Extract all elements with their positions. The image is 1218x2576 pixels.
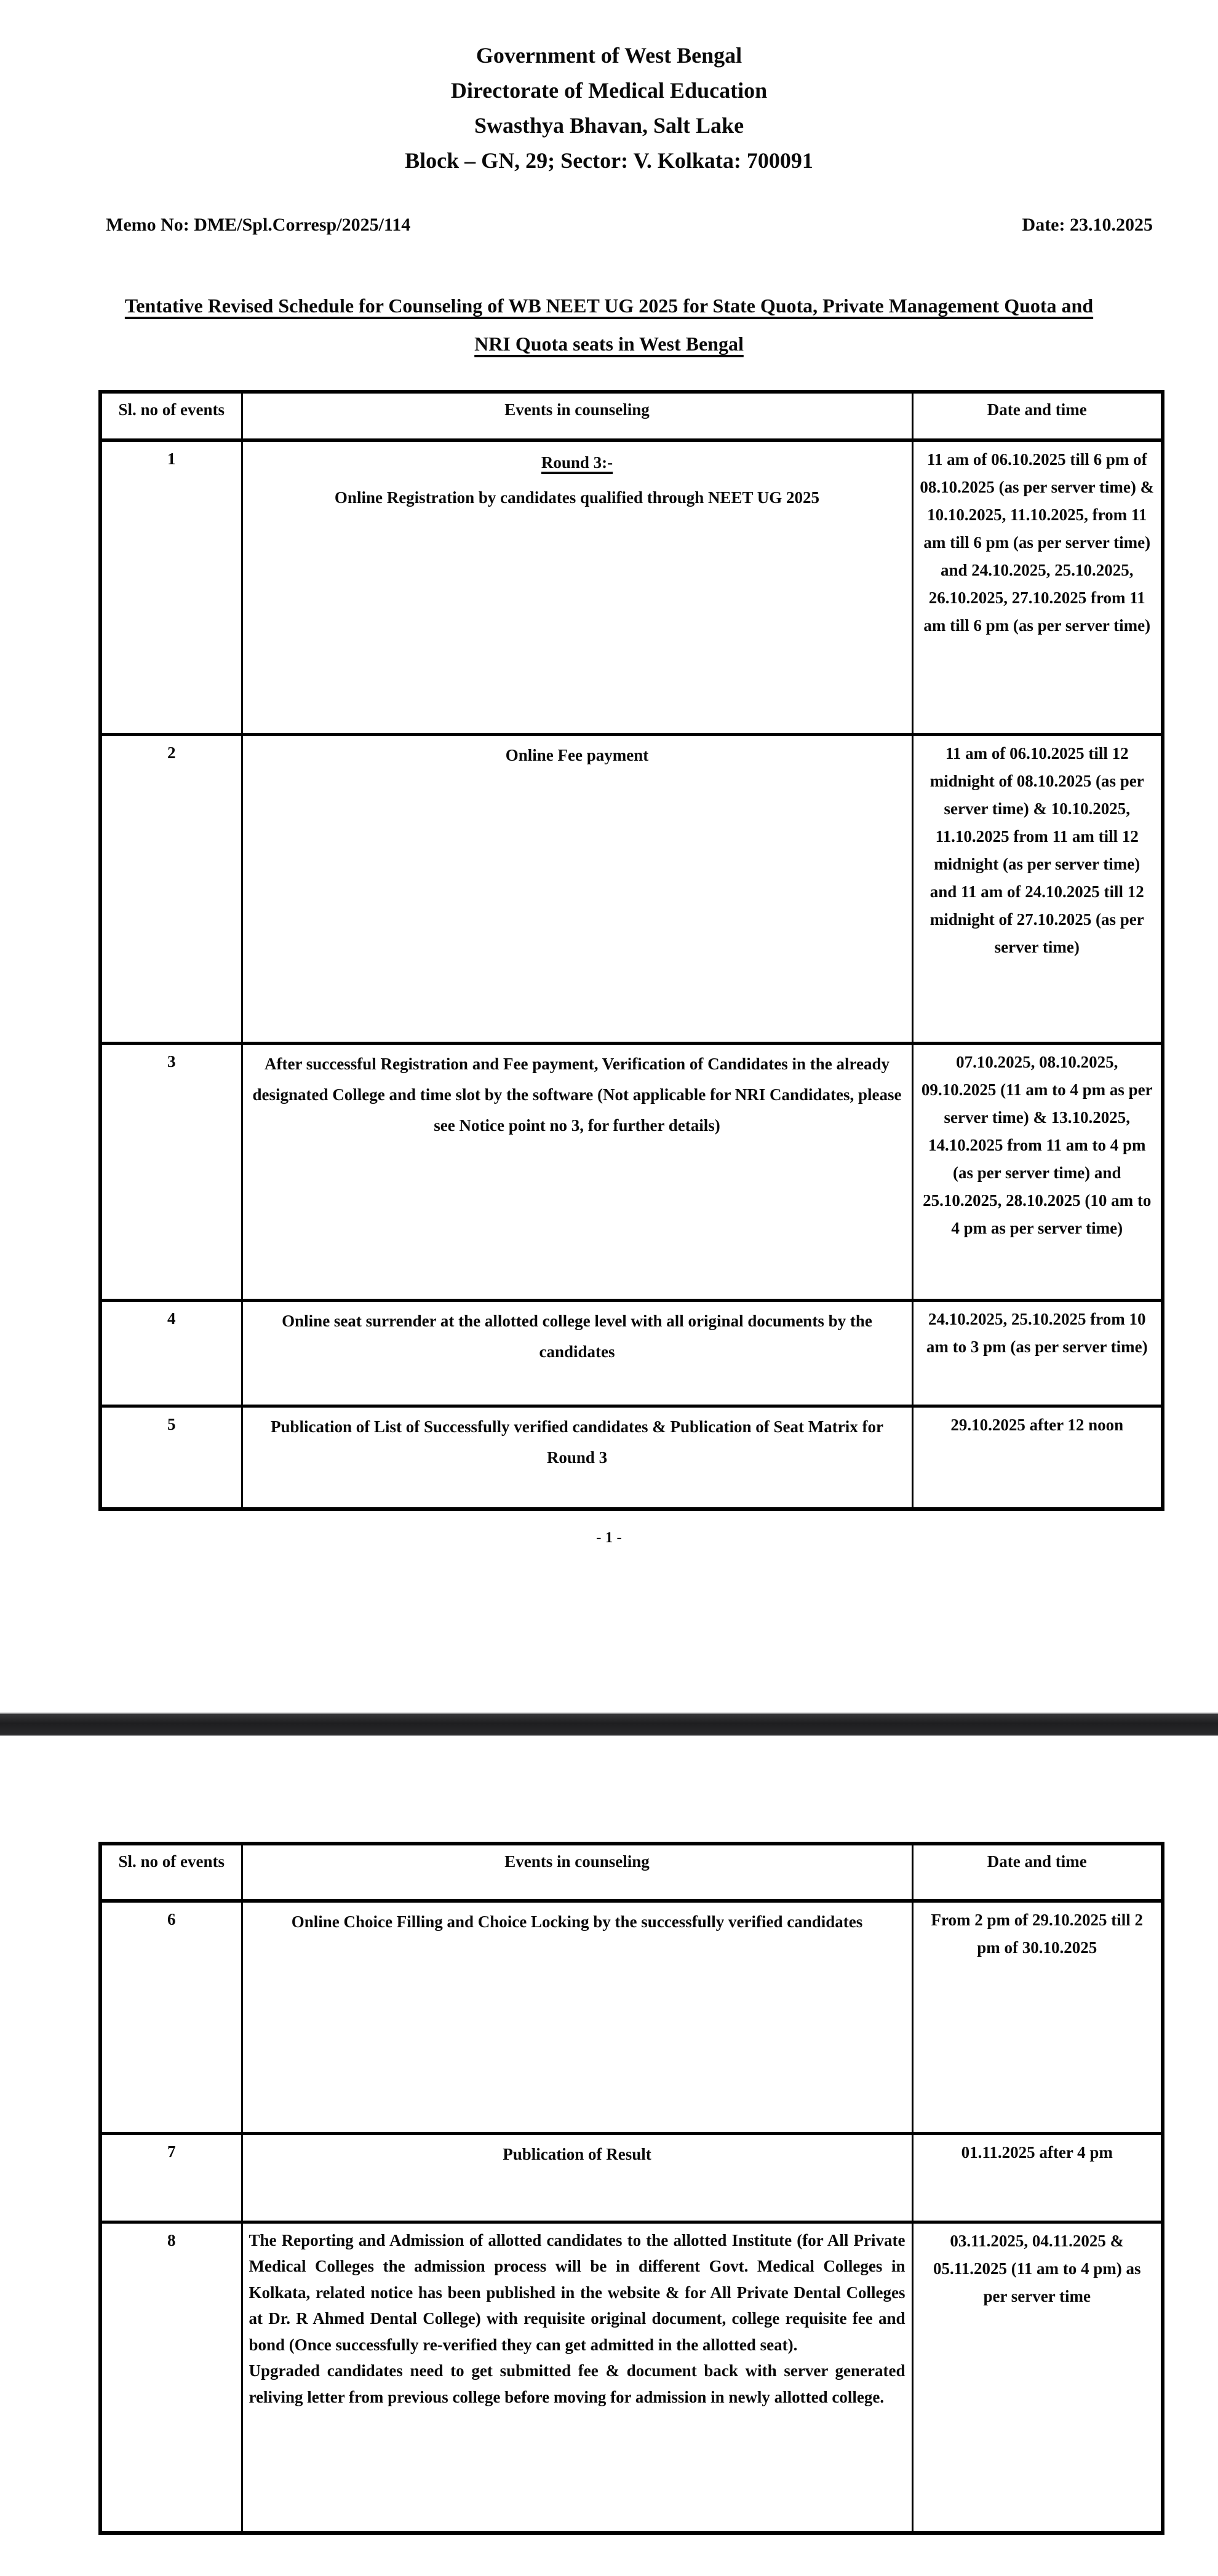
letterhead	[0, 38, 1218, 178]
date-cell: 24.10.2025, 25.10.2025 from 10 am to 3 pm (as per server time)	[912, 1300, 1163, 1406]
date-cell: From 2 pm of 29.10.2025 till 2 pm of 30.10.2025	[912, 1901, 1163, 2133]
event-cell: Publication of Result	[242, 2133, 912, 2222]
table-row-7	[100, 2133, 1163, 2222]
table-row-8	[100, 2222, 1163, 2533]
sl-no-cell: 3	[100, 1043, 242, 1300]
sl-no-cell: 5	[100, 1406, 242, 1509]
table-header-row	[100, 392, 1163, 440]
memo-row	[106, 214, 1153, 236]
schedule-table-page-1	[98, 390, 1164, 1511]
table-row-4	[100, 1300, 1163, 1406]
table-header-row	[100, 1844, 1163, 1901]
sl-no-cell: 6	[100, 1901, 242, 2133]
event-cell: Online Fee payment	[242, 734, 912, 1043]
document-date: Date: 23.10.2025	[1022, 215, 1153, 235]
page-separator	[0, 1713, 1218, 1736]
event-cell: After successful Registration and Fee payment, Verification of Candidates in the already designated College and time slot by the software (Not applicable for NRI Candidates, please see Notice point no 3, for further details)	[242, 1043, 912, 1300]
sl-no-cell: 7	[100, 2133, 242, 2222]
sl-no-cell: 4	[100, 1300, 242, 1406]
column-header-date: Date and time	[912, 1844, 1163, 1901]
table-row-6	[100, 1901, 1163, 2133]
date-cell: 03.11.2025, 04.11.2025 & 05.11.2025 (11 am to 4 pm) as per server time	[912, 2222, 1163, 2533]
table-row-3	[100, 1043, 1163, 1300]
date-cell: 07.10.2025, 08.10.2025, 09.10.2025 (11 am to 4 pm as per server time) & 13.10.2025, 14.10.2025 from 11 am to 4 pm (as per server time) and 25.10.2025, 28.10.2025 (10 am to 4 pm as per server time)	[912, 1043, 1163, 1300]
event-text-2: Upgraded candidates need to get submitted fee & document back with server generated reliving letter from previous college before moving for admission in newly allotted college.	[249, 2361, 906, 2406]
document-page-1	[0, 38, 1218, 1547]
table-row-2	[100, 734, 1163, 1043]
event-cell: Online seat surrender at the allotted college level with all original documents by the candidates	[242, 1300, 912, 1406]
date-cell: 11 am of 06.10.2025 till 12 midnight of 08.10.2025 (as per server time) & 10.10.2025, 11.10.2025 from 11 am till 12 midnight (as per server time) and 11 am of 24.10.2025 till 12 midnight of 27.10.2025 (as per server time)	[912, 734, 1163, 1043]
column-header-events: Events in counseling	[242, 1844, 912, 1901]
date-cell: 29.10.2025 after 12 noon	[912, 1406, 1163, 1509]
round-heading: Round 3:-	[541, 453, 613, 472]
letterhead-line-3: Swasthya Bhavan, Salt Lake	[474, 113, 744, 138]
schedule-table-page-2	[98, 1842, 1164, 2535]
column-header-events: Events in counseling	[242, 392, 912, 440]
event-cell	[242, 440, 912, 734]
date-cell: 01.11.2025 after 4 pm	[912, 2133, 1163, 2222]
event-cell	[242, 2222, 912, 2533]
table-row-1	[100, 440, 1163, 734]
page-number: - 1 -	[596, 1529, 622, 1546]
date-cell: 11 am of 06.10.2025 till 6 pm of 08.10.2025 (as per server time) & 10.10.2025, 11.10.2025, from 11 am till 6 pm (as per server time) and 24.10.2025, 25.10.2025, 26.10.2025, 27.10.2025 from 11 am till 6 pm (as per server time)	[912, 440, 1163, 734]
document-title: Tentative Revised Schedule for Counseling of WB NEET UG 2025 for State Quota, Private Management Quota and NRI Quota seats in West Bengal	[124, 295, 1094, 355]
column-header-sl-no: Sl. no of events	[100, 1844, 242, 1901]
column-header-date: Date and time	[912, 392, 1163, 440]
letterhead-line-4: Block – GN, 29; Sector: V. Kolkata: 700091	[405, 148, 813, 173]
letterhead-line-1: Government of West Bengal	[476, 43, 742, 68]
sl-no-cell: 2	[100, 734, 242, 1043]
event-text: The Reporting and Admission of allotted candidates to the allotted Institute (for All Private Medical Colleges the admission process will be in different Govt. Medical Colleges in Kolkata, related notice has been published in the website & for All Private Dental Colleges at Dr. R Ahmed Dental College) with requisite original document, college requisite fee and bond (Once successfully re-verified they can get admitted in the allotted seat).	[249, 2230, 906, 2354]
column-header-sl-no: Sl. no of events	[100, 392, 242, 440]
event-cell: Online Choice Filling and Choice Locking by the successfully verified candidates	[242, 1901, 912, 2133]
event-cell: Publication of List of Successfully verified candidates & Publication of Seat Matrix for Round 3	[242, 1406, 912, 1509]
letterhead-line-2: Directorate of Medical Education	[450, 78, 768, 103]
memo-number: Memo No: DME/Spl.Corresp/2025/114	[106, 215, 411, 235]
sl-no-cell: 8	[100, 2222, 242, 2533]
document-page-2	[0, 1842, 1218, 2535]
event-text: Online Registration by candidates qualified through NEET UG 2025	[334, 488, 820, 507]
table-row-5	[100, 1406, 1163, 1509]
sl-no-cell: 1	[100, 440, 242, 734]
